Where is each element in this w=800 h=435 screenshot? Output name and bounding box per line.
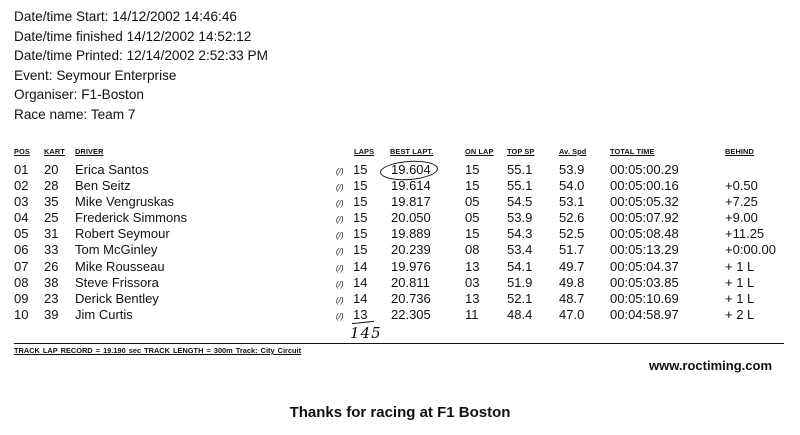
cell-driver: Steve Frissora [75, 274, 159, 290]
cell-kart: 39 [44, 306, 59, 322]
cell-avg-speed: 48.7 [559, 290, 585, 306]
cell-top-speed: 51.9 [507, 274, 533, 290]
cell-mark: (/) [336, 215, 344, 225]
cell-behind: +0:00.00 [725, 242, 776, 258]
cell-driver: Mike Vengruskas [75, 194, 174, 210]
cell-avg-speed: 49.7 [559, 258, 585, 274]
cell-pos: 01 [14, 162, 29, 177]
cell-mark: (/) [336, 247, 344, 257]
cell-behind: +11.25 [725, 226, 765, 242]
cell-best-lap: 19.976 [391, 258, 431, 274]
cell-best-lap: 19.889 [391, 226, 431, 242]
header-kart: KART [44, 147, 65, 156]
cell-driver: Tom McGinley [75, 242, 158, 258]
cell-on-lap: 05 [465, 194, 480, 210]
cell-pos: 02 [14, 178, 29, 194]
cell-best-lap: 22.305 [391, 306, 431, 322]
website-text: www.roctiming.com [648, 358, 772, 373]
organiser: Organiser: F1-Boston [14, 87, 144, 103]
header-laps: LAPS [354, 147, 375, 156]
cell-avg-speed: 47.0 [559, 306, 585, 322]
cell-driver: Erica Santos [75, 162, 149, 177]
cell-behind: +0.50 [725, 178, 758, 194]
cell-total-time: 00:05:10.69 [610, 290, 679, 306]
cell-total-time: 00:04:58.97 [610, 306, 679, 322]
cell-driver: Mike Rousseau [75, 258, 165, 274]
cell-mark: (/) [336, 167, 344, 176]
header-total-time: TOTAL TIME [610, 147, 655, 156]
cell-pos: 10 [14, 306, 29, 322]
cell-kart: 38 [44, 274, 59, 290]
cell-on-lap: 05 [465, 210, 480, 226]
cell-mark: (/) [336, 311, 344, 321]
cell-laps: 14 [353, 290, 368, 306]
cell-mark: (/) [336, 263, 344, 273]
header-pos: POS [14, 147, 30, 156]
table-row [14, 259, 794, 275]
start-time: Date/time Start: 14/12/2002 14:46:46 [14, 9, 237, 24]
table-row [14, 194, 794, 210]
cell-total-time: 00:05:05.32 [610, 194, 679, 210]
cell-behind: + 1 L [725, 258, 755, 274]
results-table-body [14, 162, 794, 323]
cell-top-speed: 54.1 [507, 258, 533, 274]
cell-pos: 09 [14, 290, 29, 306]
table-row [14, 242, 794, 258]
cell-avg-speed: 52.5 [559, 226, 585, 242]
cell-driver: Jim Curtis [75, 306, 133, 322]
cell-total-time: 00:05:04.37 [610, 258, 679, 274]
table-row [14, 226, 794, 242]
cell-behind: +7.25 [725, 194, 758, 210]
cell-on-lap: 11 [465, 306, 479, 322]
cell-kart: 28 [44, 178, 59, 194]
cell-on-lap: 03 [465, 274, 480, 290]
cell-top-speed: 54.5 [507, 194, 533, 210]
cell-mark: (/) [336, 279, 344, 289]
header-top-speed: TOP SP [507, 147, 535, 156]
cell-avg-speed: 51.7 [559, 242, 585, 258]
header-behind: BEHIND [725, 147, 754, 156]
cell-kart: 33 [44, 242, 59, 258]
cell-laps: 14 [353, 258, 368, 274]
cell-top-speed: 53.4 [507, 242, 533, 258]
cell-on-lap: 13 [465, 290, 480, 306]
cell-laps: 15 [353, 242, 368, 258]
cell-avg-speed: 53.1 [559, 194, 585, 210]
cell-best-lap: 19.817 [391, 194, 431, 210]
cell-top-speed: 55.1 [507, 178, 533, 194]
cell-on-lap: 15 [465, 178, 480, 194]
cell-mark: (/) [336, 231, 344, 241]
cell-total-time: 00:05:13.29 [610, 242, 679, 258]
cell-best-lap: 20.736 [391, 290, 431, 306]
cell-driver: Ben Seitz [75, 178, 131, 194]
cell-behind: +9.00 [725, 210, 758, 226]
cell-total-time: 00:05:03.85 [610, 274, 679, 290]
cell-best-lap: 20.811 [391, 274, 430, 290]
cell-laps: 14 [353, 274, 368, 290]
table-row [14, 291, 794, 307]
cell-best-lap: 19.604 [391, 162, 431, 177]
cell-mark: (/) [336, 199, 344, 209]
cell-total-time: 00:05:07.92 [610, 210, 679, 226]
cell-best-lap: 19.614 [391, 178, 431, 194]
cell-kart: 23 [44, 290, 59, 306]
table-row [14, 210, 794, 226]
cell-avg-speed: 52.6 [559, 210, 585, 226]
cell-avg-speed: 53.9 [559, 162, 585, 177]
table-row [14, 275, 794, 291]
cell-mark: (/) [336, 183, 344, 193]
cell-laps: 15 [353, 210, 368, 226]
cell-avg-speed: 49.8 [559, 274, 585, 290]
cell-behind: + 1 L [725, 290, 755, 306]
cell-behind: + 1 L [725, 274, 755, 290]
race-meta [14, 7, 268, 125]
race-name: Race name: Team 7 [14, 106, 136, 122]
cell-on-lap: 08 [465, 242, 480, 258]
cell-kart: 26 [44, 258, 59, 274]
cell-pos: 03 [14, 194, 29, 210]
header-avg-speed: Av. Spd [559, 147, 587, 156]
cell-top-speed: 55.1 [507, 162, 533, 177]
cell-laps: 15 [353, 194, 368, 210]
thanks-message: Thanks for racing at F1 Boston [289, 404, 511, 421]
cell-pos: 06 [14, 242, 29, 258]
cell-on-lap: 15 [465, 162, 480, 177]
divider [14, 343, 784, 344]
cell-driver: Derick Bentley [75, 290, 159, 306]
cell-pos: 07 [14, 258, 29, 274]
cell-driver: Robert Seymour [75, 226, 170, 242]
cell-on-lap: 13 [465, 258, 480, 274]
cell-top-speed: 53.9 [507, 210, 533, 226]
cell-best-lap: 20.050 [391, 210, 431, 226]
event-name: Event: Seymour Enterprise [14, 67, 177, 83]
cell-pos: 04 [14, 210, 29, 226]
table-row [14, 307, 794, 323]
cell-kart: 35 [44, 194, 59, 210]
cell-kart: 25 [44, 210, 59, 226]
track-info: TRACK LAP RECORD = 19.190 sec TRACK LENGTH = 300m Track: City Circuit [14, 346, 302, 355]
cell-total-time: 00:05:08.48 [610, 226, 679, 242]
cell-behind: + 2 L [725, 306, 755, 322]
cell-top-speed: 48.4 [507, 306, 533, 322]
cell-pos: 08 [14, 274, 29, 290]
header-on-lap: ON LAP [465, 147, 494, 156]
cell-total-time: 00:05:00.29 [610, 162, 679, 177]
cell-total-time: 00:05:00.16 [610, 178, 679, 194]
cell-on-lap: 15 [465, 226, 480, 242]
cell-laps: 15 [353, 226, 368, 242]
cell-best-lap: 20.239 [391, 242, 431, 258]
cell-laps: 15 [353, 162, 368, 177]
cell-laps: 13 [353, 306, 368, 322]
cell-driver: Frederick Simmons [75, 210, 187, 226]
cell-kart: 31 [44, 226, 59, 242]
cell-pos: 05 [14, 226, 29, 242]
finish-time: Date/time finished 14/12/2002 14:52:12 [14, 28, 252, 44]
cell-avg-speed: 54.0 [559, 178, 585, 194]
table-row [14, 178, 794, 194]
cell-laps: 15 [353, 178, 368, 194]
header-best-lap: BEST LAPT. [390, 147, 434, 156]
printed-time: Date/time Printed: 12/14/2002 2:52:33 PM [14, 48, 268, 64]
cell-top-speed: 52.1 [507, 290, 533, 306]
header-driver: DRIVER [75, 147, 104, 156]
cell-mark: (/) [336, 295, 344, 305]
cell-top-speed: 54.3 [507, 226, 533, 242]
cell-kart: 20 [44, 162, 59, 177]
handwritten-note: 145 [350, 324, 382, 342]
results-table-header [14, 147, 784, 159]
